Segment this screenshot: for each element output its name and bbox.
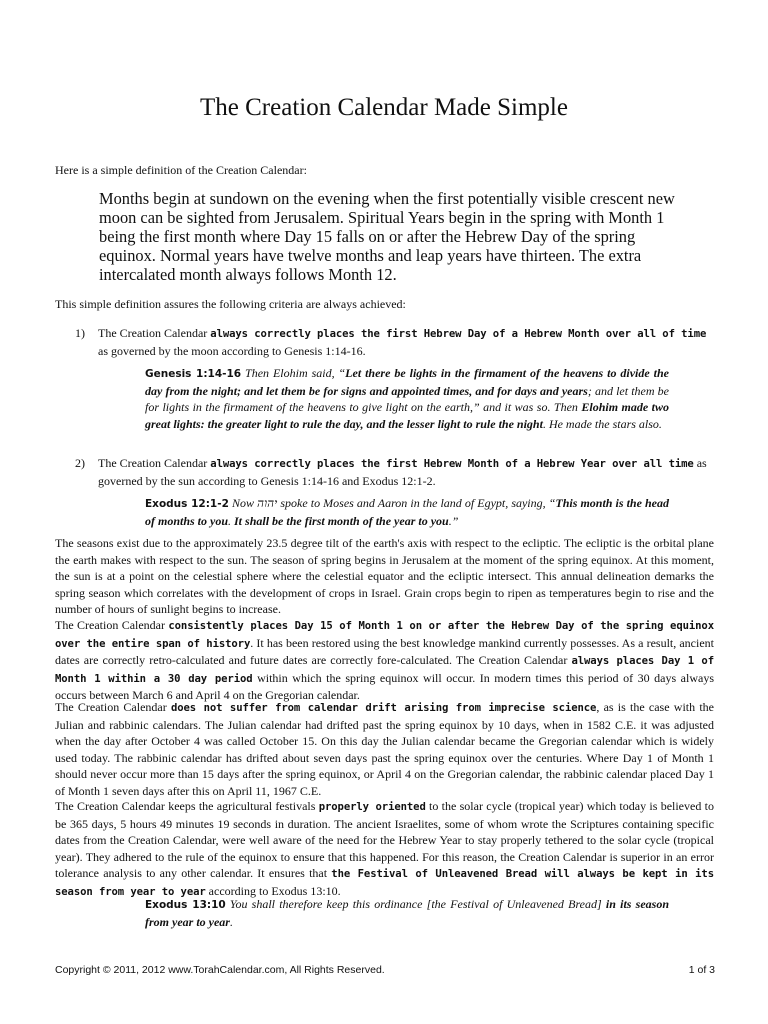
copyright-text: Copyright © 2011, 2012 www.TorahCalendar.com, All Rights Reserved. xyxy=(55,964,385,976)
scripture-quote-genesis: Genesis 1:14-16 Then Elohim said, “Let there be lights in the firmament of the heavens to divide the day from the night; and let them be for signs and appointed times, and for days and years; and let them be for lights in the firmament of the heavens to give light on the earth,” and it was so. Then Elohim made two great lights: the greater light to rule the day, and the lesser light to rule the night. He made the stars also. xyxy=(145,366,670,431)
page-title: The Creation Calendar Made Simple xyxy=(200,94,568,121)
list-text: The Creation Calendar always correctly places the first Hebrew Day of a Hebrew Month over all of time as governed by the moon according to Genesis 1:14-16. xyxy=(98,326,707,358)
list-text: The Creation Calendar always correctly places the first Hebrew Month of a Hebrew Year over all time as governed by the sun according to Genesis 1:14-16 and Exodus 12:1-2. xyxy=(98,456,707,488)
criteria-intro: This simple definition assures the following criteria are always achieved: xyxy=(55,297,406,311)
scripture-reference: Exodus 13:10 xyxy=(145,899,226,911)
scripture-reference: Genesis 1:14-16 xyxy=(145,368,242,380)
emphasis-text: always correctly places the first Hebrew Day of a Hebrew Month over all of time xyxy=(210,328,707,340)
seasons-paragraph: The seasons exist due to the approximately 23.5 degree tilt of the earth's axis with respect to the ecliptic. The ecliptic is the orbital plane the earth makes with respect to the sun. The season of spring begins in Jerusalem at the moment of the spring equinox. At this moment, the sun is at a point on the celestial sphere where the celestial equator and the ecliptic intersect. This annual delineation demarks the spring season which correlates with the development of crops in Israel. Grain crops begin to ripen as temperatures begin to rise and the number of hours of sunlight begins to increase. xyxy=(55,536,714,616)
intro-text: Here is a simple definition of the Creation Calendar: xyxy=(55,163,307,177)
scripture-quote-exodus-13: Exodus 13:10 You shall therefore keep this ordinance [the Festival of Unleavened Bread] in its season from year to year. xyxy=(145,897,669,929)
scripture-reference: Exodus 12:1-2 xyxy=(145,498,229,510)
festivals-paragraph: The Creation Calendar keeps the agricultural festivals properly oriented to the solar cycle (tropical year) which today is believed to be 365 days, 5 hours 49 minutes 19 seconds in duration. The ancient Israelites, some of whom wrote the Scriptures containing specific dates from the Creation Calendar, were well aware of the need for the Hebrew Year to stay properly tethered to the solar cycle (tropical year). They adhered to the rule of the equinox to ensure that this happened. For this reason, the Creation Calendar is superior in an error tolerance analysis to any other calendar. It ensures that the Festival of Unleavened Bread will always be kept in its season from year to year according to Exodus 13:10. xyxy=(55,799,714,898)
scripture-quote-exodus-12: Exodus 12:1-2 Now יהוה spoke to Moses and Aaron in the land of Egypt, saying, “This month is the head of months to you. It shall be the first month of the year to you.” xyxy=(145,496,669,528)
page-number: 1 of 3 xyxy=(688,964,715,976)
list-number: 1) xyxy=(75,326,85,340)
list-number: 2) xyxy=(75,456,85,470)
consistency-paragraph: The Creation Calendar consistently places Day 15 of Month 1 on or after the Hebrew Day of the spring equinox over the entire span of history. It has been restored using the best knowledge mankind currently possesses. As a result, ancient dates are correctly retro-calculated and future dates are correctly fore-calculated. The Creation Calendar always places Day 1 of Month 1 within a 30 day period within which the spring equinox will occur. In modern times this period of 30 days always occurs between March 6 and April 4 on the Gregorian calendar. xyxy=(55,618,715,702)
emphasis-text: always correctly places the first Hebrew Month of a Hebrew Year over all time xyxy=(210,458,694,470)
definition-paragraph: Months begin at sundown on the evening when the first potentially visible crescent new moon can be sighted from Jerusalem. Spiritual Years begin in the spring with Month 1 being the first month where Day 15 falls on or after the Hebrew Day of the spring equinox. Normal years have twelve months and leap years have thirteen. The extra intercalated month always follows Month 12. xyxy=(99,189,675,284)
calendar-drift-paragraph: The Creation Calendar does not suffer from calendar drift arising from imprecise science, as is the case with the Julian and rabbinic calendars. The Julian calendar had drifted past the spring equinox by 10 days, when in 1582 C.E. it was adjusted when the day after October 4 was called October 15. On this day the Julian calendar became the Gregorian calendar which is widely used today. The rabbinic calendar has drifted about seven days past the spring equinox over the centuries. Where Day 1 of Month 1 should never occur more than 15 days after the spring equinox, or April 4 on the Gregorian calendar, the rabbinic calendar placed Day 1 of Month 1 seven days after this on April 11, 1967 C.E. xyxy=(55,700,714,798)
